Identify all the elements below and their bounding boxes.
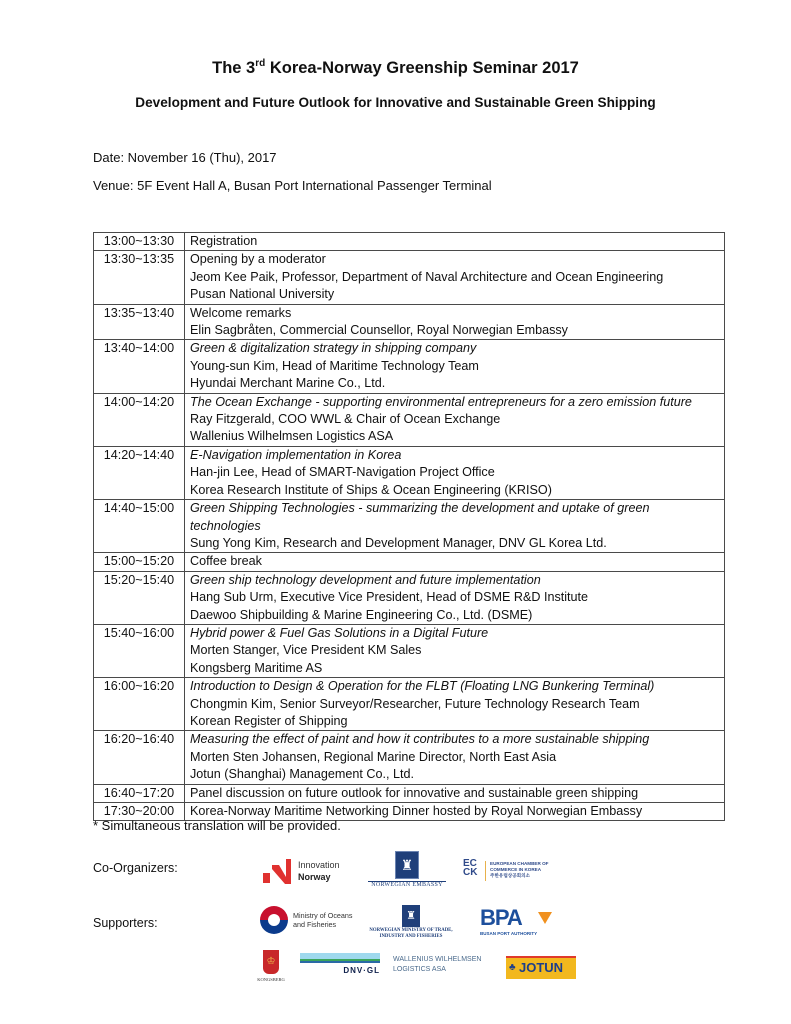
session-topic: Green & digitalization strategy in shipping company (190, 341, 477, 356)
page-subtitle: Development and Future Outlook for Innovative and Sustainable Green Shipping (135, 95, 656, 110)
kongsberg-logo: ♔ KONGSBERG (255, 950, 287, 986)
session-topic: E-Navigation implementation in Korea (190, 447, 402, 462)
session-details (185, 393, 725, 446)
session-line: Chongmin Kim, Senior Surveyor/Researcher, Future Technology Research Team (190, 696, 640, 711)
session-topic: Introduction to Design & Operation for the FLBT (Floating LNG Bunkering Terminal) (190, 679, 655, 694)
session-time: 14:00~14:20 (94, 393, 185, 446)
schedule-row (94, 340, 725, 393)
session-line: Young-sun Kim, Head of Maritime Technology Team (190, 358, 479, 373)
session-line: Sung Yong Kim, Research and Development Manager, DNV GL Korea Ltd. (190, 535, 607, 550)
session-time: 13:30~13:35 (94, 251, 185, 304)
translation-note: * Simultaneous translation will be provided. (93, 818, 341, 833)
busan-port-authority-logo: BPA BUSAN PORT AUTHORITY (480, 908, 555, 938)
session-line: Daewoo Shipbuilding & Marine Engineering Co., Ltd. (DSME) (190, 607, 533, 622)
schedule-row (94, 678, 725, 731)
event-date: Date: November 16 (Thu), 2017 (93, 150, 277, 165)
schedule-row (94, 393, 725, 446)
session-topic: Green ship technology development and future implementation (190, 572, 541, 587)
session-topic: Green Shipping Technologies - summarizing the development and uptake of green (190, 501, 650, 516)
jotun-icon: ♣ (509, 962, 516, 973)
session-details (185, 678, 725, 731)
norwegian-crest-icon: ♜ (402, 905, 420, 927)
schedule-row (94, 784, 725, 802)
schedule-row (94, 624, 725, 677)
schedule-row (94, 251, 725, 304)
event-venue: Venue: 5F Event Hall A, Busan Port International Passenger Terminal (93, 178, 492, 193)
schedule-row (94, 500, 725, 553)
session-line: Registration (190, 234, 258, 248)
page-title: The 3rd Korea-Norway Greenship Seminar 2017 (212, 58, 579, 77)
session-details (185, 446, 725, 499)
session-details (185, 304, 725, 340)
session-line: Hyundai Merchant Marine Co., Ltd. (190, 376, 386, 391)
session-time: 15:40~16:00 (94, 624, 185, 677)
session-line: Jeom Kee Paik, Professor, Department of Naval Architecture and Ocean Engineering (190, 269, 664, 284)
session-time: 13:35~13:40 (94, 304, 185, 340)
ecck-mark-icon: EC CK (463, 858, 478, 878)
norwegian-crest-icon: ♜ (395, 851, 419, 879)
session-topic: technologies (190, 518, 261, 533)
session-line: Korean Register of Shipping (190, 713, 348, 728)
schedule-row (94, 553, 725, 571)
session-line: Ray Fitzgerald, COO WWL & Chair of Ocean Exchange (190, 412, 501, 427)
schedule-row (94, 233, 725, 251)
session-time: 14:40~15:00 (94, 500, 185, 553)
session-details (185, 731, 725, 784)
session-time: 14:20~14:40 (94, 446, 185, 499)
session-line: Panel discussion on future outlook for innovative and sustainable green shipping (190, 785, 639, 800)
ministry-of-oceans-logo: Ministry of Oceans and Fisheries (260, 906, 360, 936)
norwegian-ministry-logo: ♜ NORWEGIAN MINISTRY OF TRADE, INDUSTRY AND FISHERIES (356, 905, 466, 943)
session-line: Wallenius Wilhelmsen Logistics ASA (190, 429, 394, 444)
co-organizers-label: Co-Organizers: (93, 861, 178, 875)
session-details (185, 251, 725, 304)
session-details (185, 553, 725, 571)
session-line: Elin Sagbråten, Commercial Counsellor, Royal Norwegian Embassy (190, 323, 568, 338)
wallenius-wilhelmsen-logo: WALLENIUS WILHELMSEN LOGISTICS ASA (393, 956, 482, 973)
innovation-norway-icon (262, 857, 292, 885)
schedule-table (93, 232, 725, 821)
session-line: Korea-Norway Maritime Networking Dinner hosted by Royal Norwegian Embassy (190, 804, 643, 818)
session-line: Morten Stanger, Vice President KM Sales (190, 643, 422, 658)
schedule-row (94, 446, 725, 499)
innovation-norway-logo: Innovation Norway (262, 857, 352, 887)
session-details (185, 571, 725, 624)
schedule-row (94, 571, 725, 624)
session-details (185, 624, 725, 677)
kongsberg-crest-icon: ♔ (263, 950, 279, 974)
session-time: 15:00~15:20 (94, 553, 185, 571)
session-line: Jotun (Shanghai) Management Co., Ltd. (190, 767, 415, 782)
ecck-logo: EC CK EUROPEAN CHAMBER OF COMMERCE IN KOREA 주한유럽상공회의소 (463, 859, 568, 885)
session-details (185, 340, 725, 393)
session-line: Korea Research Institute of Ships & Ocean Engineering (KRISO) (190, 482, 552, 497)
session-details (185, 233, 725, 251)
norwegian-embassy-logo: ♜ NORWEGIAN EMBASSY (368, 851, 446, 891)
session-time: 15:20~15:40 (94, 571, 185, 624)
session-details (185, 500, 725, 553)
session-time: 17:30~20:00 (94, 803, 185, 821)
session-topic: Hybrid power & Fuel Gas Solutions in a Digital Future (190, 625, 489, 640)
session-time: 13:00~13:30 (94, 233, 185, 251)
supporters-label: Supporters: (93, 916, 158, 930)
schedule-row (94, 304, 725, 340)
session-topic: The Ocean Exchange - supporting environmental entrepreneurs for a zero emission future (190, 394, 692, 409)
session-line: Hang Sub Urm, Executive Vice President, Head of DSME R&D Institute (190, 590, 589, 605)
jotun-logo: ♣ JOTUN (506, 956, 576, 979)
taegeuk-icon (260, 906, 288, 934)
session-time: 16:00~16:20 (94, 678, 185, 731)
session-line: Pusan National University (190, 287, 335, 302)
session-line: Opening by a moderator (190, 252, 326, 267)
session-line: Welcome remarks (190, 305, 292, 320)
session-line: Han-jin Lee, Head of SMART-Navigation Project Office (190, 465, 495, 480)
session-details (185, 784, 725, 802)
schedule-row (94, 731, 725, 784)
session-time: 16:20~16:40 (94, 731, 185, 784)
session-time: 16:40~17:20 (94, 784, 185, 802)
session-line: Coffee break (190, 554, 262, 569)
session-line: Kongsberg Maritime AS (190, 660, 323, 675)
bpa-triangle-icon (538, 912, 552, 924)
dnv-gl-logo: DNV·GL (300, 953, 380, 977)
session-time: 13:40~14:00 (94, 340, 185, 393)
session-line: Morten Sten Johansen, Regional Marine Director, North East Asia (190, 749, 557, 764)
session-topic: Measuring the effect of paint and how it contributes to a more sustainable shipping (190, 732, 650, 747)
